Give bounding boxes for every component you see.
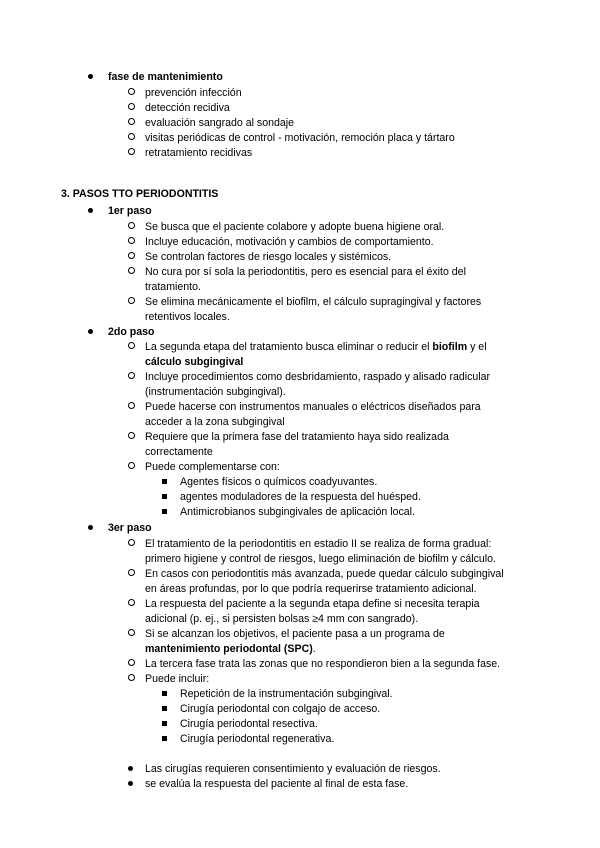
list-item: visitas periódicas de control - motivación, remoción placa y tártaro bbox=[145, 132, 455, 144]
list-item: Puede hacerse con instrumentos manuales o eléctricos diseñados para bbox=[145, 401, 481, 413]
circle-bullet bbox=[128, 86, 135, 101]
circle-bullet bbox=[128, 460, 135, 475]
square-bullet bbox=[162, 732, 167, 747]
square-bullet bbox=[162, 687, 167, 702]
circle-bullet bbox=[128, 101, 135, 116]
circle-bullet bbox=[128, 340, 135, 355]
list-item: La tercera fase trata las zonas que no respondieron bien a la segunda fase. bbox=[145, 658, 501, 670]
list-item-continuation: tratamiento. bbox=[145, 281, 201, 293]
circle-bullet bbox=[128, 370, 135, 385]
square-bullet bbox=[162, 702, 167, 717]
bullet-disc bbox=[128, 777, 133, 792]
list-item-continuation: adicional (p. ej., si persisten bolsas ≥4 mm con sangrado). bbox=[145, 613, 419, 625]
list-item: se evalúa la respuesta del paciente al final de esta fase. bbox=[145, 778, 409, 790]
bullet-disc bbox=[128, 762, 133, 777]
sub-list-item: Cirugía periodontal resectiva. bbox=[180, 718, 318, 730]
list-item: retratamiento recidivas bbox=[145, 147, 253, 159]
circle-bullet bbox=[128, 567, 135, 582]
list-item-continuation: mantenimiento periodontal (SPC). bbox=[145, 643, 316, 655]
list-item: Puede incluir: bbox=[145, 673, 210, 685]
paso1-title: 1er paso bbox=[108, 205, 152, 217]
sub-list-item: agentes moduladores de la respuesta del huésped. bbox=[180, 491, 421, 503]
list-item: prevención infección bbox=[145, 87, 242, 99]
list-item-continuation: (instrumentación subgingival). bbox=[145, 386, 286, 398]
circle-bullet bbox=[128, 220, 135, 235]
list-item-continuation: primero higiene y control de riesgos, luego eliminación de biofilm y cálculo. bbox=[145, 553, 496, 565]
circle-bullet bbox=[128, 131, 135, 146]
circle-bullet bbox=[128, 250, 135, 265]
paso3-title: 3er paso bbox=[108, 522, 152, 534]
list-item-continuation: correctamente bbox=[145, 446, 213, 458]
square-bullet bbox=[162, 475, 167, 490]
square-bullet bbox=[162, 717, 167, 732]
list-item: detección recidiva bbox=[145, 102, 230, 114]
sub-list-item: Antimicrobianos subgingivales de aplicación local. bbox=[180, 506, 415, 518]
square-bullet bbox=[162, 505, 167, 520]
sub-list-item: Agentes físicos o químicos coadyuvantes. bbox=[180, 476, 378, 488]
list-item: La segunda etapa del tratamiento busca eliminar o reducir el biofilm y el bbox=[145, 341, 487, 353]
bullet-disc bbox=[88, 521, 93, 536]
circle-bullet bbox=[128, 400, 135, 415]
circle-bullet bbox=[128, 430, 135, 445]
circle-bullet bbox=[128, 657, 135, 672]
bullet-disc bbox=[88, 70, 93, 85]
list-item: En casos con periodontitis más avanzada, puede quedar cálculo subgingival bbox=[145, 568, 504, 580]
circle-bullet bbox=[128, 116, 135, 131]
list-item: Se controlan factores de riesgo locales y sistémicos. bbox=[145, 251, 392, 263]
sub-list-item: Repetición de la instrumentación subgingival. bbox=[180, 688, 393, 700]
paso2-title: 2do paso bbox=[108, 326, 155, 338]
list-item: Incluye educación, motivación y cambios de comportamiento. bbox=[145, 236, 434, 248]
bullet-disc bbox=[88, 325, 93, 340]
section-heading: 3. PASOS TTO PERIODONTITIS bbox=[61, 188, 219, 200]
square-bullet bbox=[162, 490, 167, 505]
list-item: No cura por sí sola la periodontitis, pero es esencial para el éxito del bbox=[145, 266, 466, 278]
fase-title: fase de mantenimiento bbox=[108, 71, 223, 83]
list-item-continuation: en áreas profundas, por lo que podría requerirse tratamiento adicional. bbox=[145, 583, 477, 595]
list-item: Requiere que la primera fase del tratamiento haya sido realizada bbox=[145, 431, 449, 443]
sub-list-item: Cirugía periodontal con colgajo de acceso. bbox=[180, 703, 381, 715]
list-item: La respuesta del paciente a la segunda etapa define si necesita terapia bbox=[145, 598, 480, 610]
list-item: evaluación sangrado al sondaje bbox=[145, 117, 295, 129]
circle-bullet bbox=[128, 597, 135, 612]
list-item: El tratamiento de la periodontitis en estadio II se realiza de forma gradual: bbox=[145, 538, 492, 550]
circle-bullet bbox=[128, 672, 135, 687]
list-item-continuation: acceder a la zona subgingival bbox=[145, 416, 285, 428]
sub-list-item: Cirugía periodontal regenerativa. bbox=[180, 733, 335, 745]
list-item: Si se alcanzan los objetivos, el paciente pasa a un programa de bbox=[145, 628, 445, 640]
circle-bullet bbox=[128, 537, 135, 552]
circle-bullet bbox=[128, 146, 135, 161]
list-item: Se busca que el paciente colabore y adopte buena higiene oral. bbox=[145, 221, 445, 233]
circle-bullet bbox=[128, 235, 135, 250]
circle-bullet bbox=[128, 627, 135, 642]
list-item: Incluye procedimientos como desbridamiento, raspado y alisado radicular bbox=[145, 371, 491, 383]
list-item-continuation: cálculo subgingival bbox=[145, 356, 244, 368]
list-item-continuation: retentivos locales. bbox=[145, 311, 230, 323]
list-item: Se elimina mecánicamente el biofilm, el cálculo supragingival y factores bbox=[145, 296, 482, 308]
list-item: Las cirugías requieren consentimiento y evaluación de riesgos. bbox=[145, 763, 441, 775]
list-item: Puede complementarse con: bbox=[145, 461, 280, 473]
circle-bullet bbox=[128, 265, 135, 280]
bullet-disc bbox=[88, 204, 93, 219]
circle-bullet bbox=[128, 295, 135, 310]
